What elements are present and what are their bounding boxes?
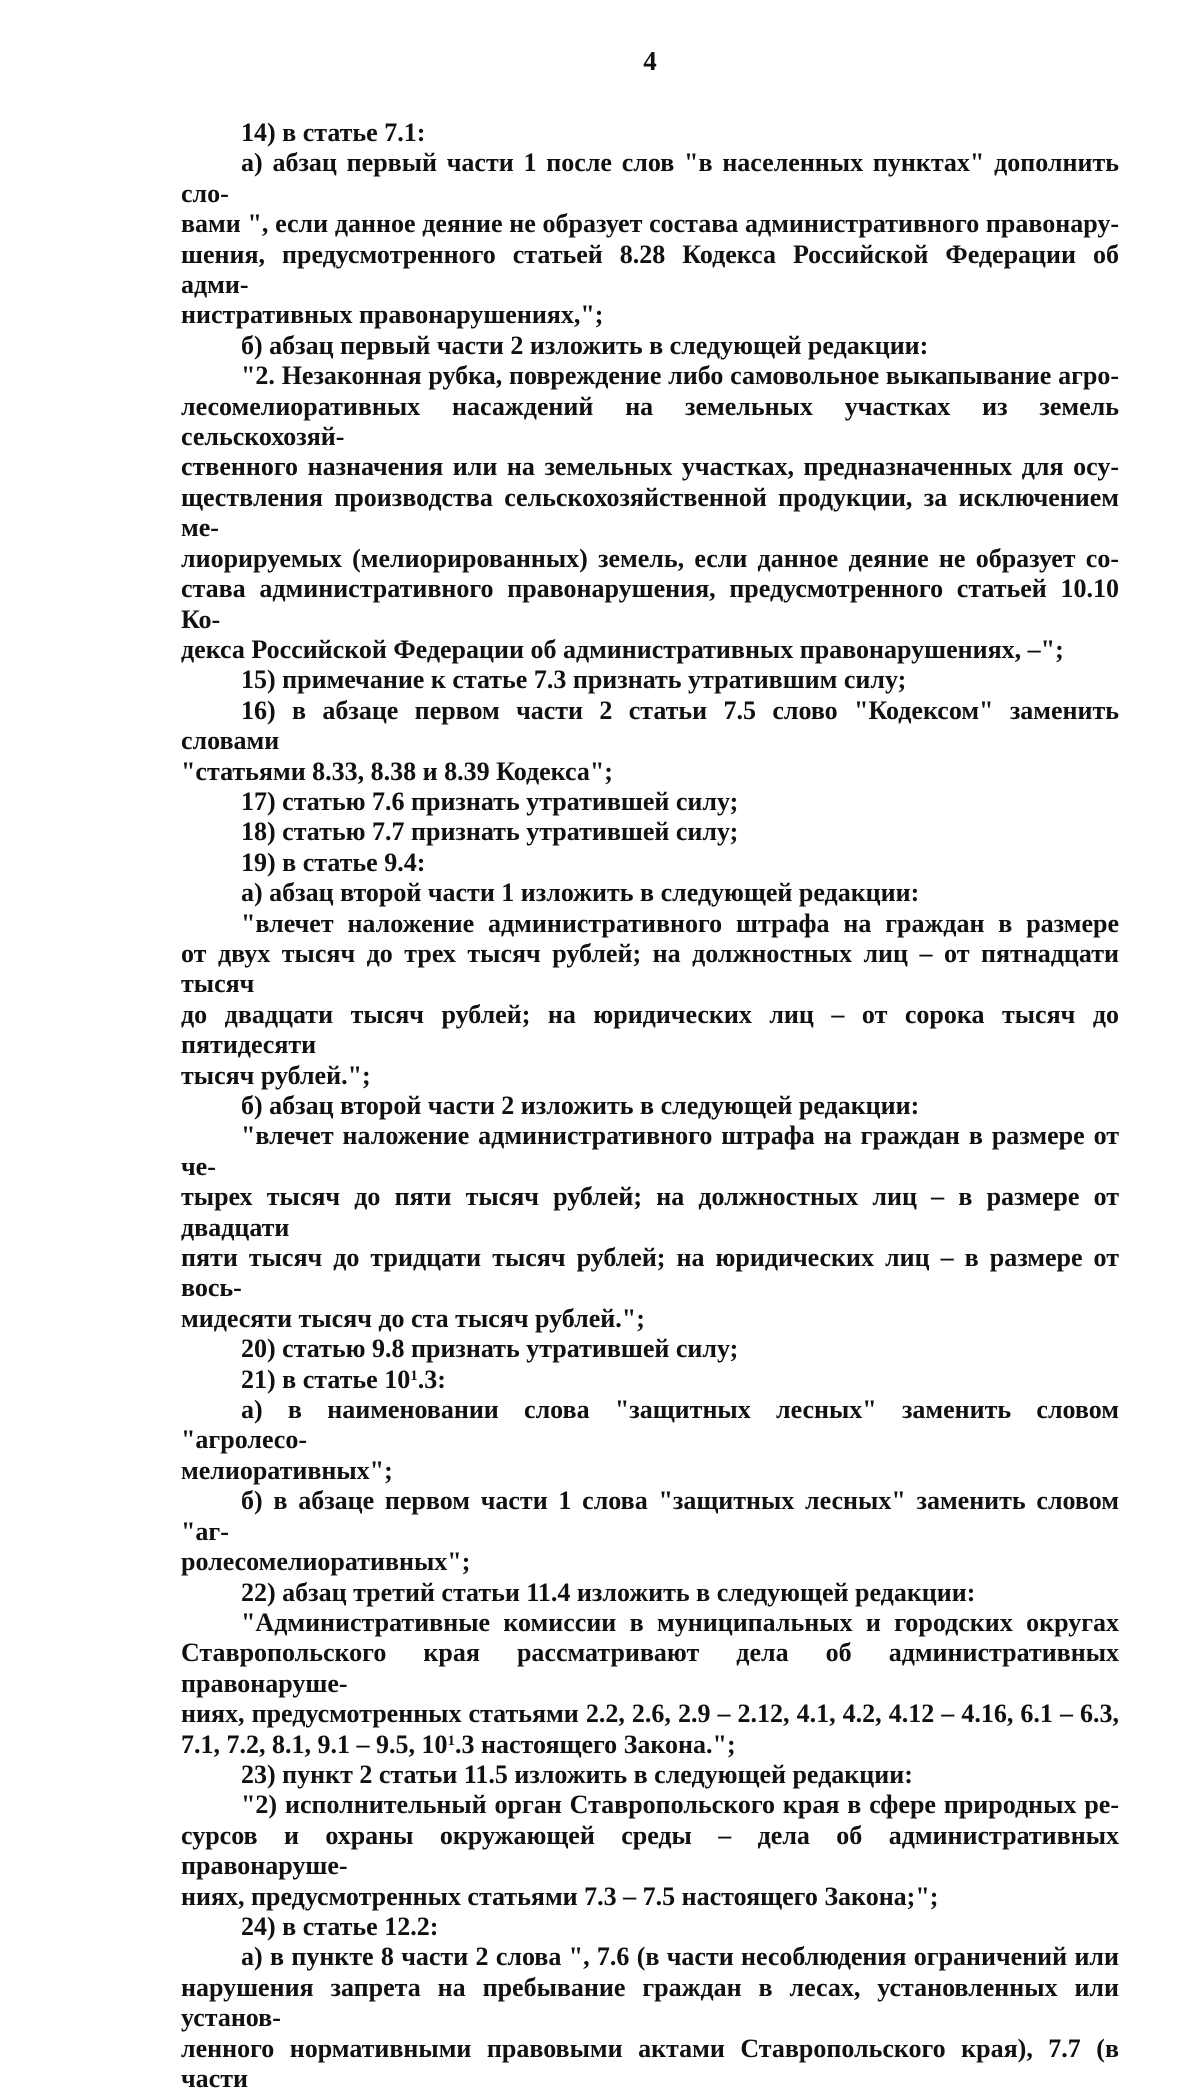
text-line (181, 148, 1119, 209)
line-text: тысяч рублей."; (181, 1060, 371, 1090)
text-line (181, 1365, 1119, 1395)
text-line (181, 635, 1119, 665)
text-line (181, 331, 1119, 361)
line-text: ролесомелиоративных"; (181, 1547, 471, 1577)
line-text: б) абзац второй части 2 изложить в следующей редакции: (241, 1091, 920, 1120)
page-number: 4 (643, 46, 657, 76)
text-line (181, 787, 1119, 817)
line-text: 16) в абзаце первом части 2 статьи 7.5 слово "Кодексом" заменить словами (181, 695, 1119, 756)
line-text: 7.1, 7.2, 8.1, 9.1 – 9.5, 10 (181, 1729, 448, 1759)
text-line (181, 209, 1119, 239)
line-text: тырех тысяч до пяти тысяч рублей; на должностных лиц – в размере от двадцати (181, 1182, 1119, 1242)
line-text: б) абзац первый части 2 изложить в следующей редакции: (241, 330, 929, 360)
line-text: лесомелиоративных насаждений на земельных участках из земель сельскохозяй- (181, 391, 1119, 452)
line-text-continuation: .3: (417, 1364, 446, 1394)
line-text: "2) исполнительный орган Ставропольского края в сфере природных ре- (241, 1790, 1119, 1820)
line-text: ниях, предусмотренных статьями 2.2, 2.6, 2.9 – 2.12, 4.1, 4.2, 4.12 – 4.16, 6.1 – 6.3, (181, 1699, 1119, 1729)
line-text: Ставропольского края рассматривают дела об административных правонаруше- (181, 1638, 1119, 1698)
text-line (181, 1304, 1119, 1334)
text-line (181, 757, 1119, 787)
text-line (181, 1821, 1119, 1882)
line-text: "влечет наложение административного штрафа на граждан в размере от че- (181, 1121, 1119, 1181)
line-text: 24) в статье 12.2: (241, 1911, 439, 1941)
superscript: 1 (410, 1367, 418, 1384)
text-line (181, 1334, 1119, 1364)
text-line (181, 483, 1119, 544)
text-line (181, 1121, 1119, 1182)
line-text: а) абзац первый части 1 после слов "в населенных пунктах" дополнить сло- (181, 148, 1119, 208)
line-text: 14) в статье 7.1: (241, 118, 426, 147)
text-line (181, 1091, 1119, 1121)
text-line (181, 1882, 1119, 1912)
text-line (181, 1912, 1119, 1942)
line-text: а) в пункте 8 части 2 слова ", 7.6 (в части несоблюдения ограничений или (241, 1942, 1119, 1972)
text-line (181, 1730, 1119, 1760)
text-line (181, 1942, 1119, 1972)
line-text: пяти тысяч до тридцати тысяч рублей; на юридических лиц – в размере от вось- (181, 1243, 1119, 1303)
text-line (181, 1486, 1119, 1547)
line-text: "Административные комиссии в муниципальных и городских округах (241, 1607, 1119, 1637)
text-line (181, 300, 1119, 330)
line-text: ленного нормативными правовыми актами Ставропольского края), 7.7 (в части (181, 2033, 1119, 2093)
line-text: мелиоративных"; (181, 1455, 393, 1485)
text-line (181, 1243, 1119, 1304)
text-line (181, 1638, 1119, 1699)
line-text: "статьями 8.33, 8.38 и 8.39 Кодекса"; (181, 756, 613, 786)
text-line (181, 1456, 1119, 1486)
text-line (181, 392, 1119, 453)
line-text: сурсов и охраны окружающей среды – дела об административных правонаруше- (181, 1820, 1119, 1881)
text-line (181, 1760, 1119, 1790)
text-line (181, 1000, 1119, 1061)
line-text: ственного назначения или на земельных участках, предназначенных для осу- (181, 452, 1119, 482)
line-text: 19) в статье 9.4: (241, 847, 426, 877)
line-text: б) в абзаце первом части 1 слова "защитных лесных" заменить словом "аг- (181, 1486, 1119, 1546)
text-line (181, 452, 1119, 482)
line-text: става административного правонарушения, предусмотренного статьей 10.10 Ко- (181, 574, 1119, 634)
line-text: 20) статью 9.8 признать утратившей силу; (241, 1334, 739, 1364)
line-text: 23) пункт 2 статьи 11.5 изложить в следующей редакции: (241, 1759, 913, 1789)
line-text: до двадцати тысяч рублей; на юридических лиц – от сорока тысяч до пятидесяти (181, 999, 1119, 1060)
line-text: декса Российской Федерации об административных правонарушениях, –"; (181, 634, 1064, 664)
document-text (181, 118, 1119, 2094)
line-text: от двух тысяч до трех тысяч рублей; на должностных лиц – от пятнадцати тысяч (181, 938, 1119, 999)
text-line (181, 878, 1119, 908)
line-text: 17) статью 7.6 признать утратившей силу; (241, 786, 739, 816)
line-text: 18) статью 7.7 признать утратившей силу; (241, 817, 739, 847)
text-line (181, 1608, 1119, 1638)
line-text: лиорируемых (мелиорированных) земель, если данное деяние не образует со- (181, 543, 1119, 573)
text-line (181, 665, 1119, 695)
line-text: нарушения запрета на пребывание граждан в лесах, установленных или установ- (181, 1972, 1119, 2033)
line-text: ществления производства сельскохозяйственной продукции, за исключением ме- (181, 482, 1119, 543)
line-text: ниях, предусмотренных статьями 7.3 – 7.5 настоящего Закона;"; (181, 1881, 939, 1911)
line-text: мидесяти тысяч до ста тысяч рублей."; (181, 1303, 645, 1333)
text-line (181, 240, 1119, 301)
text-line (181, 1395, 1119, 1456)
text-line (181, 1699, 1119, 1729)
text-line (181, 118, 1119, 148)
text-line (181, 361, 1119, 391)
text-line (181, 544, 1119, 574)
line-text: 22) абзац третий статьи 11.4 изложить в следующей редакции: (241, 1577, 976, 1607)
text-line (181, 574, 1119, 635)
line-text: "2. Незаконная рубка, повреждение либо самовольное выкапывание агро- (241, 361, 1119, 391)
text-line (181, 909, 1119, 939)
text-line (181, 1547, 1119, 1577)
line-text: а) в наименовании слова "защитных лесных" заменить словом "агролесо- (181, 1395, 1119, 1455)
text-line (181, 817, 1119, 847)
text-line (181, 2034, 1119, 2094)
line-text-continuation: .3 настоящего Закона."; (455, 1729, 736, 1759)
text-line (181, 848, 1119, 878)
line-text: вами ", если данное деяние не образует состава административного правонару- (181, 209, 1119, 239)
text-line (181, 1061, 1119, 1091)
line-text: 15) примечание к статье 7.3 признать утратившим силу; (241, 665, 907, 695)
text-line (181, 1973, 1119, 2034)
text-line (181, 1182, 1119, 1243)
superscript: 1 (447, 1732, 455, 1749)
text-line (181, 1790, 1119, 1820)
line-text: шения, предусмотренного статьей 8.28 Кодекса Российской Федерации об адми- (181, 239, 1119, 300)
text-line (181, 1578, 1119, 1608)
line-text: "влечет наложение административного штрафа на граждан в размере (241, 908, 1119, 938)
line-text: нистративных правонарушениях,"; (181, 300, 604, 330)
line-text: 21) в статье 10 (241, 1364, 411, 1394)
text-line (181, 939, 1119, 1000)
text-line (181, 696, 1119, 757)
line-text: а) абзац второй части 1 изложить в следующей редакции: (241, 878, 920, 908)
